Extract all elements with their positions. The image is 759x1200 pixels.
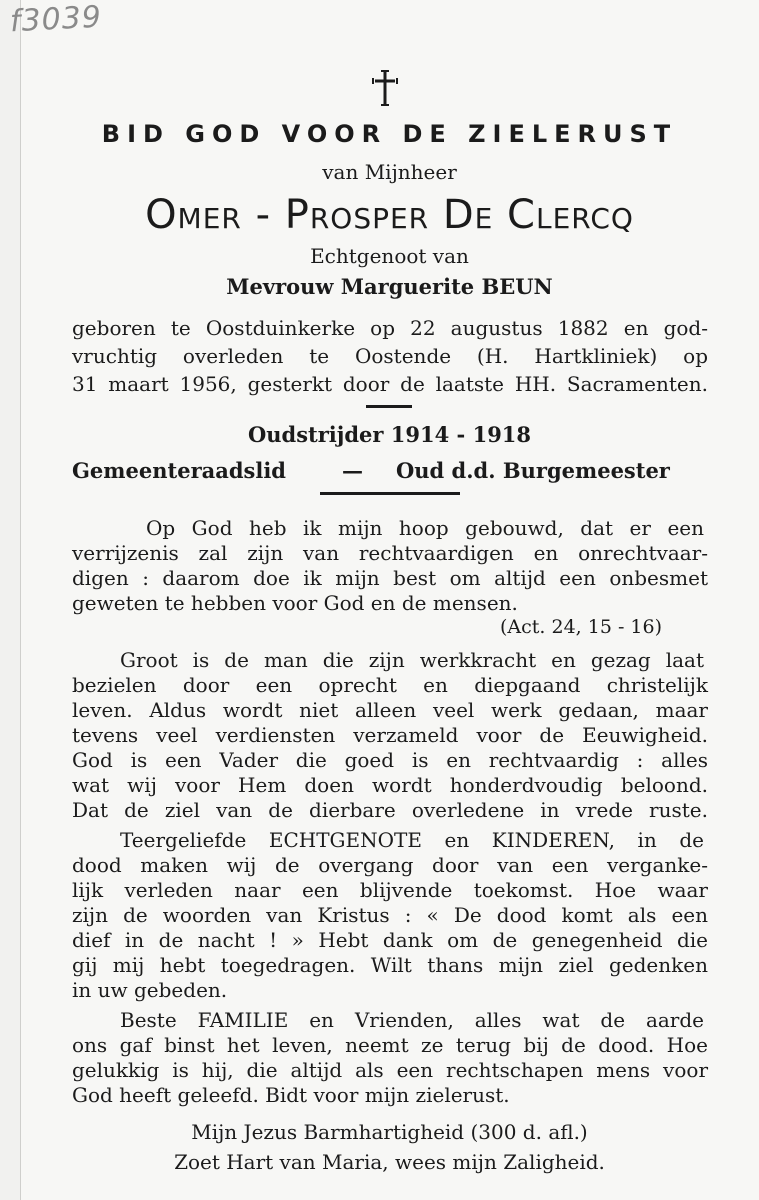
- p3-line-1: Beste FAMILIE en Vrienden, alles wat de aarde: [120, 1008, 704, 1032]
- bio-line-3: 31 maart 1956, gesterkt door de laatste HH. Sacramenten.: [72, 372, 708, 396]
- quote-line-3: digen : daarom doe ik mijn best om altijd een onbesmet: [72, 566, 708, 590]
- prayer-heading: BID GOD VOOR DE ZIELERUST: [101, 120, 678, 148]
- p2-line-2: dood maken wij de overgang door van een verganke-: [72, 853, 708, 877]
- p1-line-7: Dat de ziel van de dierbare overledene in vrede ruste.: [72, 798, 708, 822]
- p2-line-7: in uw gebeden.: [72, 978, 228, 1002]
- p2-line-4: zijn de woorden van Kristus : « De dood komt als een: [72, 903, 708, 927]
- cross-icon: [371, 70, 399, 106]
- council-title: Gemeenteraadslid: [72, 458, 286, 483]
- p2-line-1: Teergeliefde ECHTGENOTE en KINDEREN, in de: [120, 828, 704, 852]
- p2-line-5: dief in de nacht ! » Hebt dank om de genegenheid die: [72, 928, 708, 952]
- spouse-intro: Echtgenoot van: [310, 244, 469, 268]
- p1-line-3: leven. Aldus wordt niet alleen veel werk gedaan, maar: [72, 698, 708, 722]
- handwritten-reference: f3039: [9, 0, 103, 40]
- title-prefix: van Mijnheer: [322, 160, 457, 184]
- p1-line-6: wat wij voor Hem doen wordt honderdvoudig beloond.: [72, 773, 708, 797]
- quote-line-4: geweten te hebben voor God en de mensen.: [72, 591, 518, 615]
- p2-line-3: lijk verleden naar een blijvende toekomst. Hoe waar: [72, 878, 708, 902]
- bio-line-1: geboren te Oostduinkerke op 22 augustus 1882 en god-: [72, 316, 708, 340]
- p1-line-4: tevens veel verdiensten verzameld voor de Eeuwigheid.: [72, 723, 708, 747]
- quote-reference: (Act. 24, 15 - 16): [500, 616, 663, 638]
- bio-line-2: vruchtig overleden te Oostende (H. Hartkliniek) op: [72, 344, 708, 368]
- p1-line-5: God is een Vader die goed is en rechtvaardig : alles: [72, 748, 708, 772]
- p2-line-6: gij mij hebt toegedragen. Wilt thans mijn ziel gedenken: [72, 953, 708, 977]
- quote-line-2: verrijzenis zal zijn van rechtvaardigen en onrechtvaar-: [72, 541, 708, 565]
- p3-line-3: gelukkig is hij, die altijd als een rechtschapen mens voor: [72, 1058, 708, 1082]
- title-dash: —: [342, 458, 363, 483]
- p3-line-4: God heeft geleefd. Bidt voor mijn zielerust.: [72, 1083, 510, 1107]
- deceased-name: Omer - Prosper De Clercq: [145, 192, 634, 238]
- p1-line-1: Groot is de man die zijn werkkracht en gezag laat: [120, 648, 704, 672]
- quote-line-1: Op God heb ik mijn hoop gebouwd, dat er een: [146, 516, 704, 540]
- divider-short: [366, 405, 412, 408]
- veteran-title: Oudstrijder 1914 - 1918: [247, 422, 532, 447]
- closing-prayer-2: Zoet Hart van Maria, wees mijn Zaligheid.: [174, 1150, 605, 1174]
- spouse-name: Mevrouw Marguerite BEUN: [226, 274, 553, 299]
- divider-long: [320, 492, 460, 495]
- mayor-title: Oud d.d. Burgemeester: [396, 458, 670, 483]
- closing-prayer-1: Mijn Jezus Barmhartigheid (300 d. afl.): [191, 1120, 588, 1144]
- p3-line-2: ons gaf binst het leven, neemt ze terug bij de dood. Hoe: [72, 1033, 708, 1057]
- p1-line-2: bezielen door een oprecht en diepgaand christelijk: [72, 673, 708, 697]
